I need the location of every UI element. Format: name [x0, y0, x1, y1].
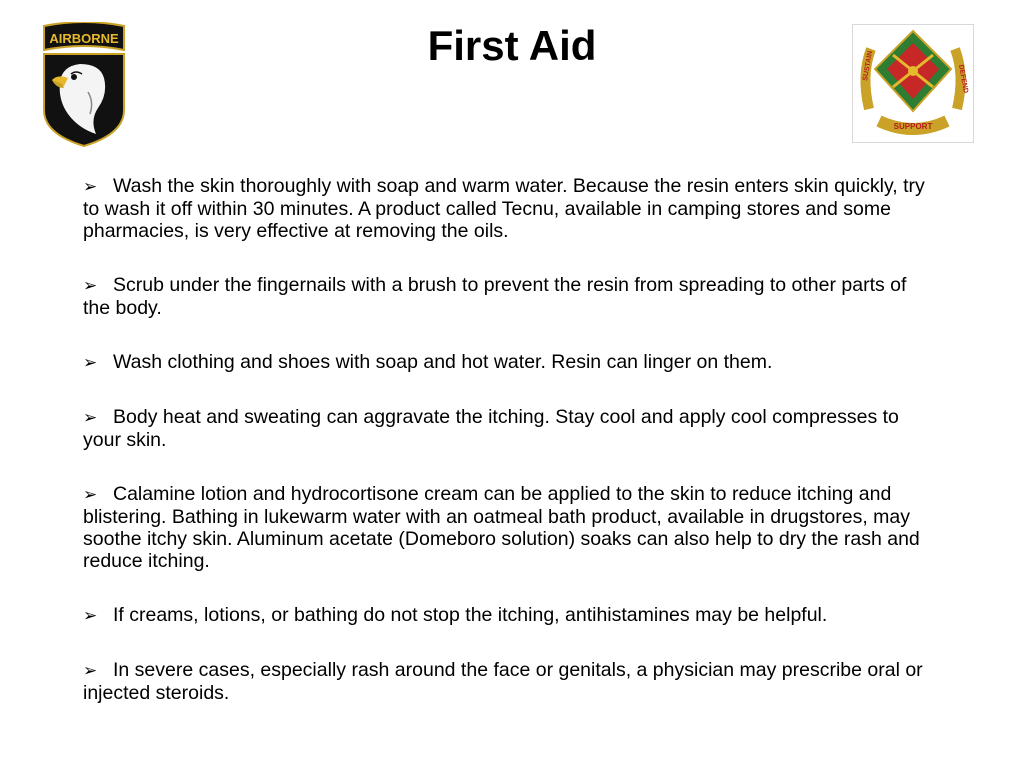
bullet-arrow-icon: ➢ [83, 177, 98, 196]
bullet-text: In severe cases, especially rash around the face or genitals, a physician may prescribe oral or injected steroids. [83, 659, 923, 704]
bullet-arrow-icon: ➢ [83, 353, 98, 372]
bullet-arrow-icon: ➢ [83, 485, 98, 504]
svg-text:AIRBORNE: AIRBORNE [49, 31, 119, 46]
bullet-item [83, 175, 933, 242]
bullet-item [83, 274, 933, 319]
bullet-item [83, 406, 933, 451]
bullet-arrow-icon: ➢ [83, 661, 98, 680]
bullet-text: If creams, lotions, or bathing do not stop the itching, antihistamines may be helpful. [113, 604, 828, 626]
bullet-item [83, 604, 933, 627]
svg-text:SUPPORT: SUPPORT [893, 122, 933, 131]
bullet-arrow-icon: ➢ [83, 276, 98, 295]
slide-title: First Aid [427, 22, 597, 69]
bullet-text: Body heat and sweating can aggravate the itching. Stay cool and apply cool compresses to your skin. [83, 406, 899, 451]
insignia-crest-icon [853, 25, 973, 142]
crest-logo [852, 24, 974, 143]
bullet-text: Calamine lotion and hydrocortisone cream can be applied to the skin to reduce itching and blistering. Bathing in lukewarm water with an oatmeal bath product, available in drugstores, may soothe itchy skin. Aluminum acetate (Domeboro solution) soaks can also help to dry the rash and reduce itching. [83, 483, 920, 572]
bullet-text: Scrub under the fingernails with a brush to prevent the resin from spreading to other parts of the body. [83, 274, 907, 319]
svg-text:DEFEND: DEFEND [957, 64, 969, 94]
bullet-item [83, 483, 933, 572]
bullet-text: Wash the skin thoroughly with soap and warm water. Because the resin enters skin quickly, try to wash it off within 30 minutes. A product called Tecnu, available in camping stores and some pharmacies, is very effective at removing the oils. [83, 175, 925, 242]
bullet-arrow-icon: ➢ [83, 606, 98, 625]
bullet-arrow-icon: ➢ [83, 408, 98, 427]
svg-text:SUSTAIN: SUSTAIN [862, 50, 875, 82]
bullet-list [83, 175, 933, 704]
bullet-item [83, 659, 933, 704]
bullet-item [83, 351, 933, 374]
bullet-text: Wash clothing and shoes with soap and hot water. Resin can linger on them. [113, 351, 773, 373]
